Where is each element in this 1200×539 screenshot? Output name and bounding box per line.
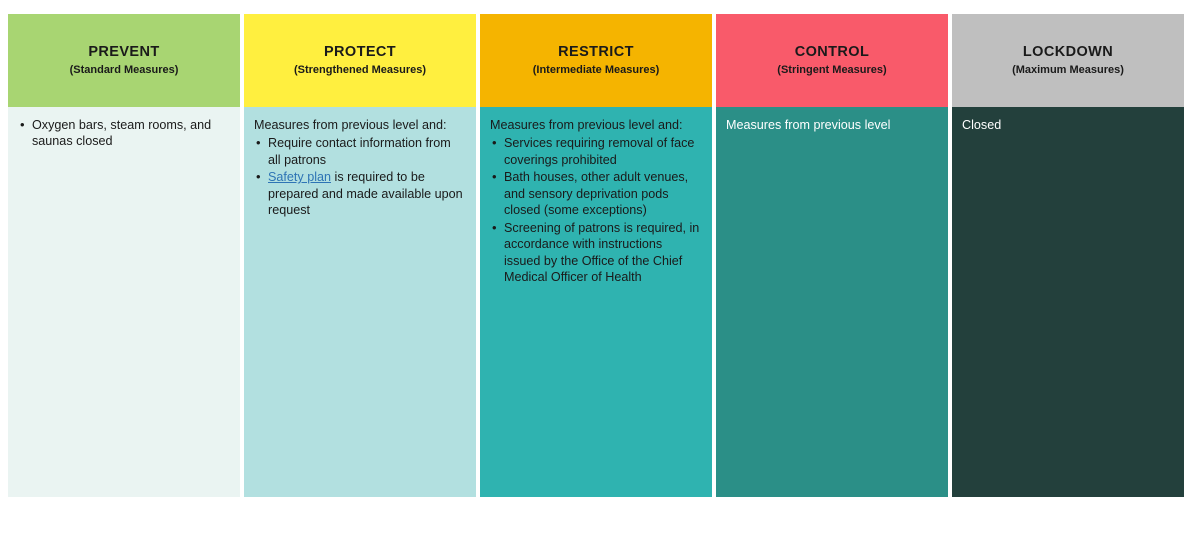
column-lockdown xyxy=(952,14,1184,497)
measures-list xyxy=(18,117,230,150)
bullet-icon: • xyxy=(492,219,497,235)
column-subtitle: (Intermediate Measures) xyxy=(532,64,660,77)
bullet-icon: • xyxy=(256,135,261,151)
column-subtitle: (Maximum Measures) xyxy=(1012,64,1124,77)
list-item-text: Screening of patrons is required, in accordance with instructions issued by the Office of the Chief Medical Officer of Health xyxy=(504,220,700,285)
columns-container xyxy=(8,14,1184,497)
bullet-icon: • xyxy=(492,169,497,185)
column-body-restrict xyxy=(480,107,712,497)
list-item xyxy=(254,169,466,218)
column-restrict xyxy=(480,14,712,497)
bullet-icon: • xyxy=(492,135,497,151)
bullet-icon: • xyxy=(20,117,25,132)
column-control xyxy=(716,14,948,497)
column-body-prevent xyxy=(8,107,240,497)
list-item xyxy=(254,135,466,168)
list-item xyxy=(490,135,702,168)
list-item-text: Services requiring removal of face coverings prohibited xyxy=(504,136,695,167)
list-item xyxy=(490,169,702,218)
bullet-icon: • xyxy=(256,169,261,185)
column-header-control xyxy=(716,14,948,107)
list-item-text: Bath houses, other adult venues, and sensory deprivation pods closed (some exceptions) xyxy=(504,170,689,218)
column-intro-text: Closed xyxy=(962,118,1002,132)
column-body-lockdown xyxy=(952,107,1184,497)
column-title: LOCKDOWN xyxy=(1022,43,1114,60)
column-header-lockdown xyxy=(952,14,1184,107)
column-header-restrict xyxy=(480,14,712,107)
column-title: PREVENT xyxy=(88,43,160,60)
column-intro-text: Measures from previous level and: xyxy=(254,118,447,132)
column-intro-text: Measures from previous level xyxy=(726,118,891,132)
column-header-prevent xyxy=(8,14,240,107)
column-body-protect xyxy=(244,107,476,497)
column-header-protect xyxy=(244,14,476,107)
list-item xyxy=(18,117,230,150)
column-prevent xyxy=(8,14,240,497)
column-subtitle: (Standard Measures) xyxy=(69,64,179,77)
safety-plan-link[interactable]: Safety plan xyxy=(268,170,332,185)
list-item-text: Require contact information from all patrons xyxy=(268,136,451,167)
measures-list xyxy=(254,135,466,218)
list-item-text: Oxygen bars, steam rooms, and saunas closed xyxy=(32,118,212,149)
list-item-text: is required to be prepared and made available upon request xyxy=(268,170,463,218)
list-item xyxy=(490,220,702,286)
column-title: RESTRICT xyxy=(558,43,634,60)
column-body-control xyxy=(716,107,948,497)
column-subtitle: (Strengthened Measures) xyxy=(293,64,427,77)
column-intro-text: Measures from previous level and: xyxy=(490,118,683,132)
column-protect xyxy=(244,14,476,497)
measures-list xyxy=(490,135,702,285)
column-title: CONTROL xyxy=(794,43,870,60)
column-subtitle: (Stringent Measures) xyxy=(777,64,887,77)
column-title: PROTECT xyxy=(323,43,397,60)
